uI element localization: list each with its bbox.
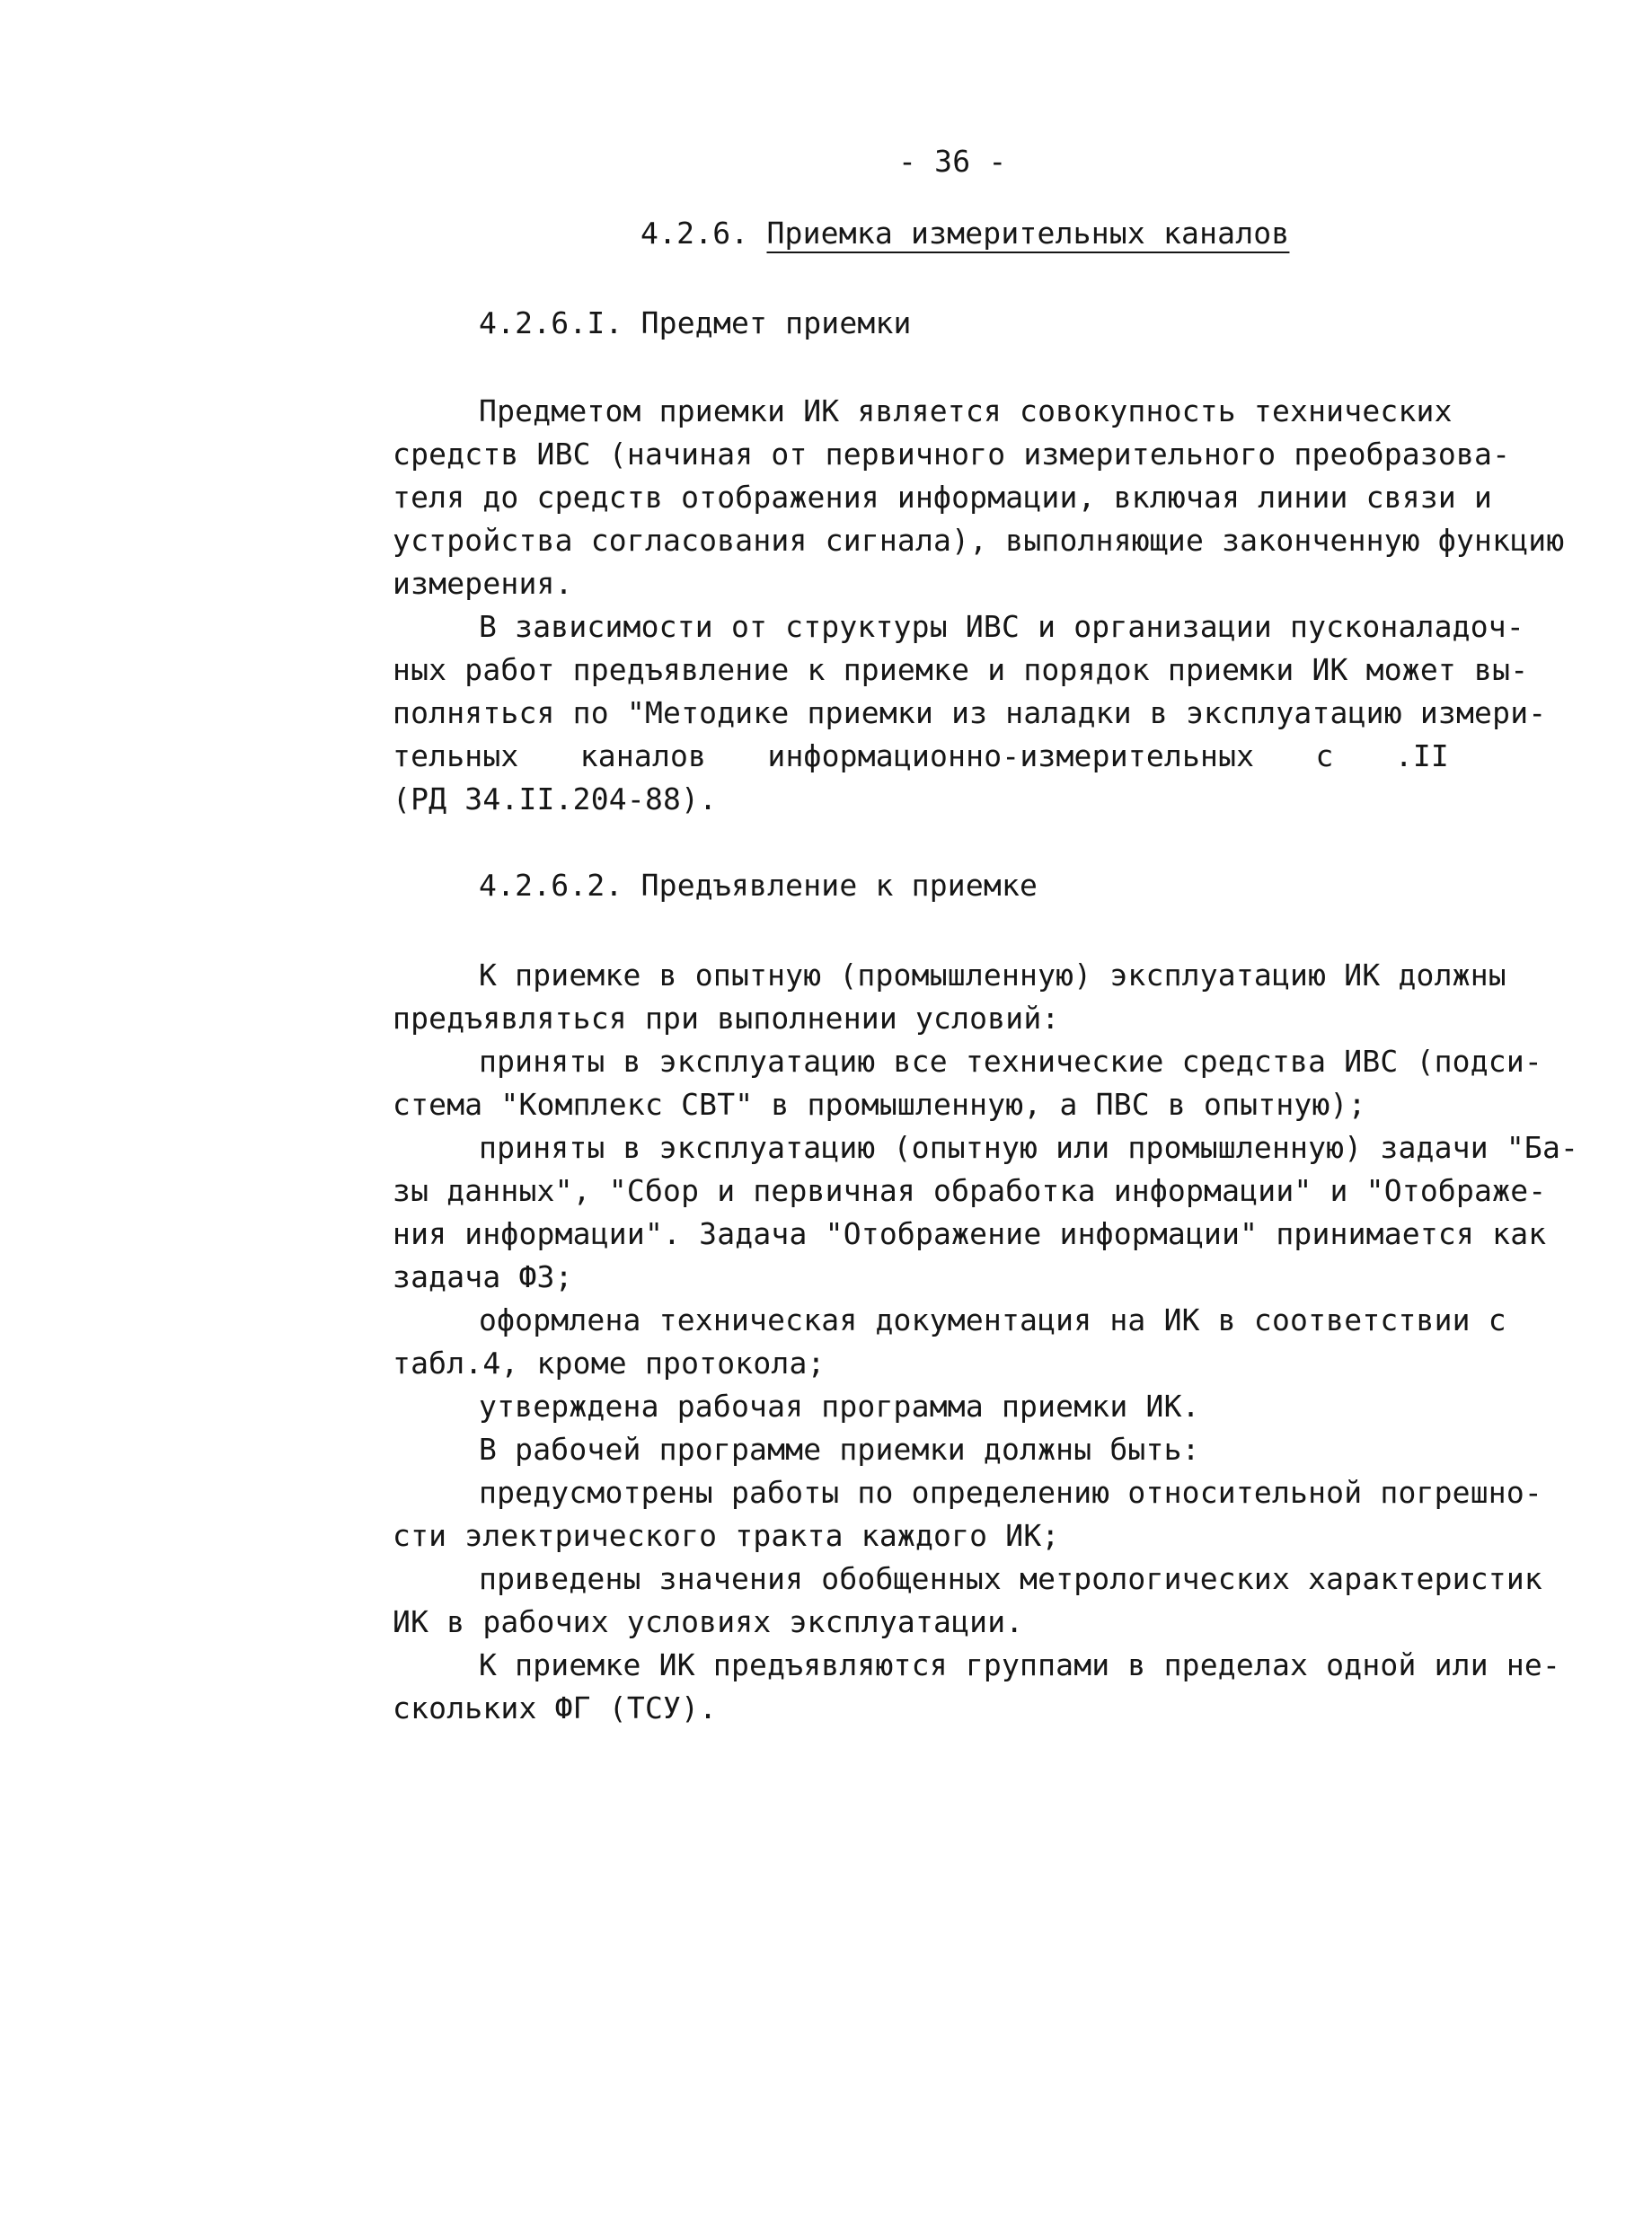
paragraph-line: В зависимости от структуры ИВС и организации пусконаладоч-: [479, 609, 1524, 644]
subsection-heading: 4.2.6.I. Предмет приемки: [479, 305, 912, 340]
paragraph-line: К приемке в опытную (промышленную) эксплуатацию ИК должны: [479, 958, 1506, 993]
paragraph-line: средств ИВС (начиная от первичного измерительного преобразова-: [393, 437, 1511, 472]
paragraph-line: приняты в эксплуатацию все технические средства ИВС (подси-: [479, 1044, 1542, 1079]
subsection-heading: 4.2.6.2. Предъявление к приемке: [479, 868, 1038, 903]
paragraph-line: предъявляться при выполнении условий:: [393, 1001, 1060, 1036]
paragraph-line: утверждена рабочая программа приемки ИК.: [479, 1389, 1200, 1424]
paragraph-line: скольких ФГ (ТСУ).: [393, 1690, 718, 1726]
word: с: [1315, 738, 1334, 773]
section-heading: [640, 216, 1289, 252]
paragraph-line: К приемке ИК предъявляются группами в пределах одной или не-: [479, 1647, 1561, 1682]
paragraph-line: оформлена техническая документация на ИК в соответствии с: [479, 1302, 1506, 1337]
paragraph-line: (РД 34.II.204-88).: [393, 781, 718, 816]
page-number: - 36 -: [898, 144, 1007, 179]
paragraph-line-justified: [393, 738, 1449, 774]
paragraph-line: В рабочей программе приемки должны быть:: [479, 1432, 1200, 1467]
paragraph-line: сти электрического тракта каждого ИК;: [393, 1518, 1060, 1553]
paragraph-line: ных работ предъявление к приемке и порядок приемки ИК может вы-: [393, 652, 1529, 687]
paragraph-line: теля до средств отображения информации, включая линии связи и: [393, 480, 1493, 515]
paragraph-line: ния информации". Задача "Отображение информации" принимается как: [393, 1216, 1547, 1251]
paragraph-line: ИК в рабочих условиях эксплуатации.: [393, 1604, 1024, 1639]
paragraph-line: предусмотрены работы по определению относительной погрешно-: [479, 1475, 1542, 1510]
word: .II: [1394, 738, 1449, 773]
word: тельных: [393, 738, 519, 773]
section-number: 4.2.6.: [640, 216, 749, 251]
paragraph-line: зы данных", "Сбор и первичная обработка информации" и "Отображе-: [393, 1173, 1547, 1208]
paragraph-line: устройства согласования сигнала), выполняющие законченную функцию: [393, 523, 1565, 558]
paragraph-line: измерения.: [393, 566, 573, 601]
paragraph-line: стема "Комплекс СВТ" в промышленную, а ПВС в опытную);: [393, 1087, 1366, 1122]
paragraph-line: полняться по "Методике приемки из наладки в эксплуатацию измери-: [393, 695, 1547, 730]
word: каналов: [579, 738, 707, 773]
word: информационно-измерительных: [767, 738, 1255, 773]
paragraph-line: Предметом приемки ИК является совокупность технических: [479, 393, 1453, 428]
paragraph-line: табл.4, кроме протокола;: [393, 1346, 826, 1381]
section-title: Приемка измерительных каналов: [766, 216, 1290, 251]
paragraph-line: приведены значения обобщенных метрологических характеристик: [479, 1561, 1542, 1596]
paragraph-line: задача ФЗ;: [393, 1259, 573, 1294]
paragraph-line: приняты в эксплуатацию (опытную или промышленную) задачи "Ба-: [479, 1130, 1579, 1165]
